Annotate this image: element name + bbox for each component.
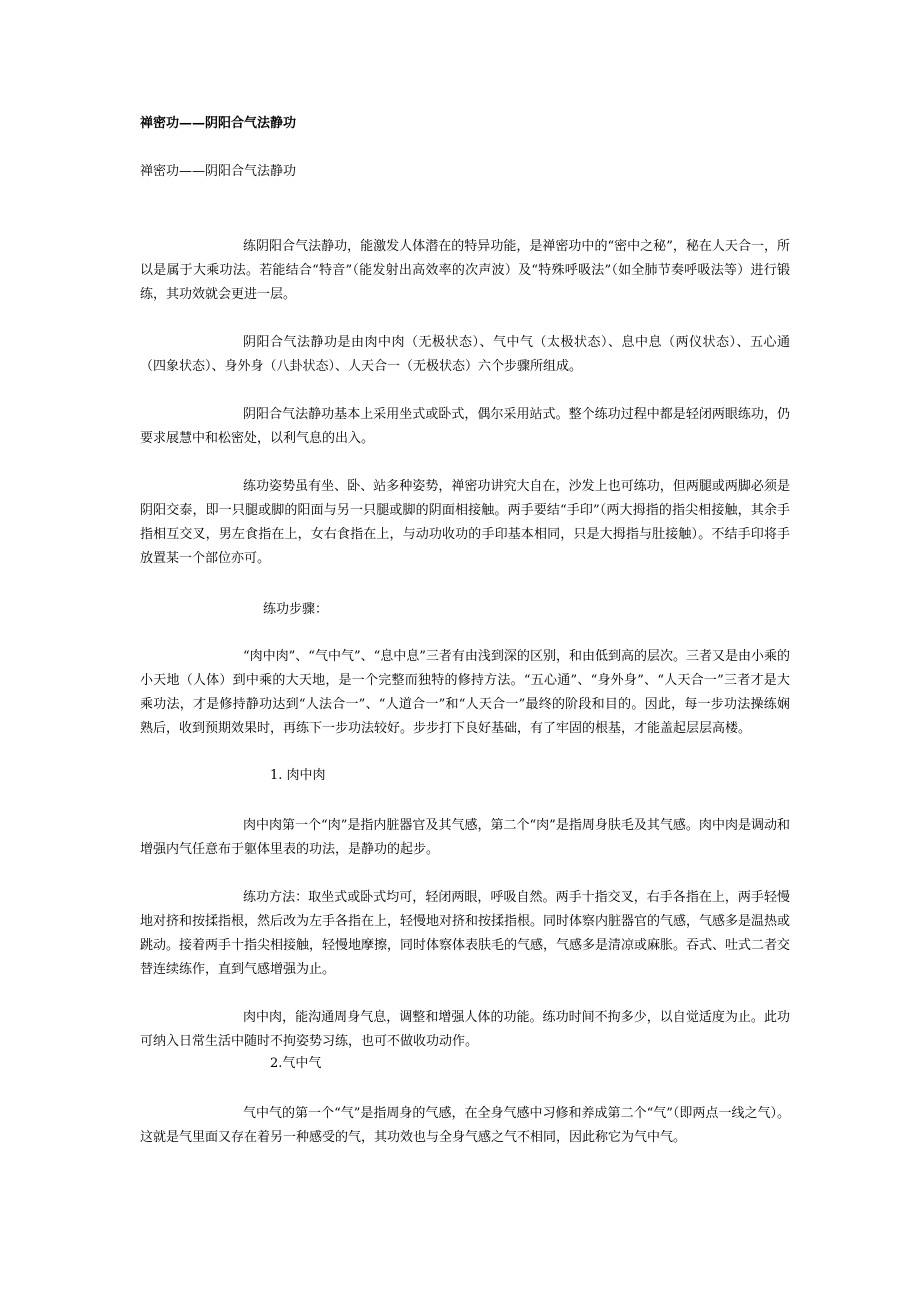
rou-zhong-rou-effect-paragraph: 肉中肉，能沟通周身气息，调整和增强人体的功能。练功时间不拘多少，以自觉适度为止。此功可纳入日常生活中随时不拘姿势习练，也可不做收功动作。 bbox=[140, 1010, 790, 1049]
steps-overview-paragraph: “肉中肉”、“气中气”、“息中息”三者有由浅到深的区别，和由低到高的层次。三者又是由小乘的小天地（人体）到中乘的大天地，是一个完整而独特的修持方法。“五心通”、“身外身”、“人天合一”三者才是大乘功法，才是修持静功达到“人法合一”、“人道合一”和“人天合一”最终的阶段和目的。因此，每一步功法操练娴熟后，收到预期效果时，再练下一步功法较好。步步打下良好基础，有了牢固的根基，才能盖起层层高楼。 bbox=[140, 649, 790, 736]
rou-zhong-rou-definition-paragraph: 肉中肉第一个“肉”是指内脏器官及其气感，第二个“肉”是指周身肤毛及其气感。肉中肉是调动和增强内气任意布于躯体里表的功法，是静功的起步。 bbox=[140, 818, 790, 857]
rou-zhong-rou-method-paragraph: 练功方法：取坐式或卧式均可，轻闭两眼，呼吸自然。两手十指交叉，右手各指在上，两手轻慢地对挤和按揉指根，然后改为左手各指在上，轻慢地对挤和按揉指根。同时体察内脏器官的气感，气感多是温热或跳动。接着两手十指尖相接触，轻慢地摩擦，同时体察体表肤毛的气感，气感多是清凉或麻胀。吞式、吐式二者交替连续练作，直到气感增强为止。 bbox=[140, 890, 791, 977]
section-heading-steps: 练功步骤： bbox=[263, 602, 329, 617]
section-heading-rou-zhong-rou: 1. 肉中肉 bbox=[270, 768, 326, 783]
section-heading-qi-zhong-qi: 2.气中气 bbox=[270, 1056, 322, 1071]
steps-composition-paragraph: 阴阳合气法静功是由肉中肉（无极状态）、气中气（太极状态）、息中息（两仪状态）、五心通（四象状态）、身外身（八卦状态）、人天合一（无极状态）六个步骤所组成。 bbox=[140, 335, 790, 374]
document-subtitle: 禅密功——阴阳合气法静功 bbox=[140, 164, 297, 179]
hand-seal-paragraph: 练功姿势虽有坐、卧、站多种姿势，禅密功讲究大自在，沙发上也可练功，但两腿或两脚必须是阴阳交泰，即一只腿或脚的阳面与另一只腿或脚的阴面相接触。两手要结“手印”（两大拇指的指尖相接触，其余手指相互交叉，男左食指在上，女右食指在上，与动功收功的手印基本相同，只是大拇指与肚接触）。不结手印将手放置某一个部位亦可。 bbox=[140, 479, 790, 566]
intro-paragraph: 练阴阳合气法静功，能激发人体潜在的特异功能，是禅密功中的“密中之秘”，秘在人天合一，所以是属于大乘功法。若能结合“特音”（能发射出高效率的次声波）及“特殊呼吸法”（如全肺节奏呼吸法等）进行锻练，其功效就会更进一层。 bbox=[140, 239, 790, 302]
posture-paragraph: 阴阳合气法静功基本上采用坐式或卧式，偶尔采用站式。整个练功过程中都是轻闭两眼练功，仍要求展慧中和松密处，以利气息的出入。 bbox=[140, 407, 790, 446]
document-title: 禅密功——阴阳合气法静功 bbox=[140, 116, 297, 131]
qi-zhong-qi-definition-paragraph: 气中气的第一个“气”是指周身的气感，在全身气感中习修和养成第二个“气”（即两点一线之气）。这就是气里面又存在着另一种感受的气，其功效也与全身气感之气不相同，因此称它为气中气。 bbox=[140, 1106, 790, 1145]
